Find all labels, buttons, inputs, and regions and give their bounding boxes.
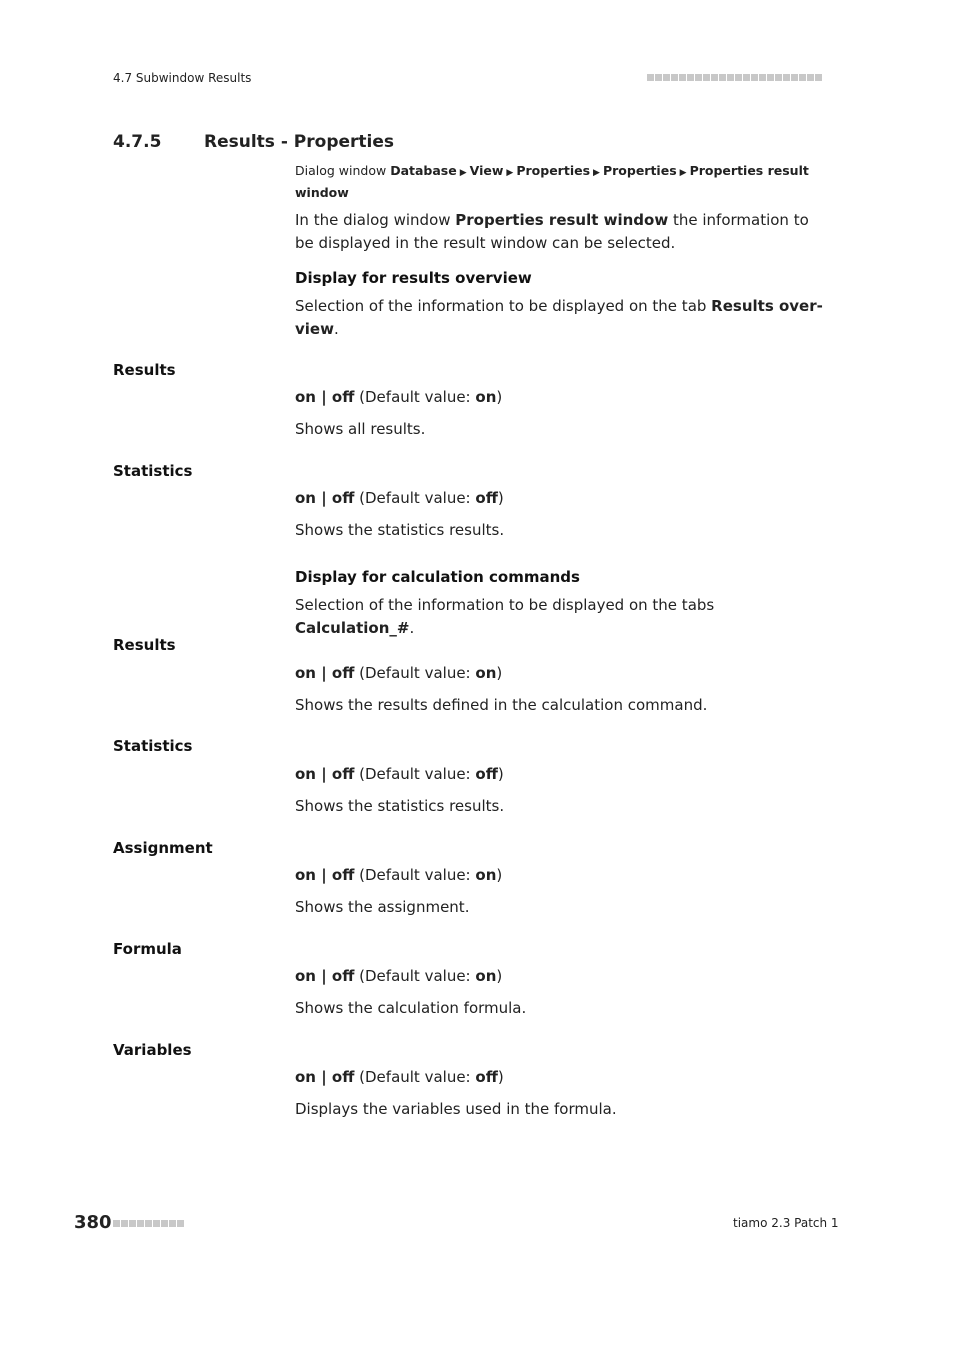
- value-on: on: [295, 765, 316, 783]
- param-values: [295, 765, 829, 783]
- param-description: Shows the assignment.: [295, 898, 470, 916]
- default-prefix: (Default value:: [354, 866, 476, 884]
- param-term: Variables: [113, 1041, 192, 1059]
- default-prefix: (Default value:: [354, 664, 476, 682]
- param-term: Statistics: [113, 462, 193, 480]
- default-prefix: (Default value:: [354, 967, 476, 985]
- section-number: 4.7.5: [113, 132, 162, 152]
- param-term: Assignment: [113, 839, 213, 857]
- default-value: on: [475, 967, 497, 985]
- calc-description: [295, 594, 829, 639]
- breadcrumb-arrow-icon: ▶: [679, 168, 687, 178]
- default-suffix: ): [496, 664, 503, 682]
- calc-desc-text: Selection of the information to be displayed on the tabs: [295, 596, 715, 614]
- value-off: off: [331, 489, 355, 507]
- param-term: Results: [113, 636, 176, 654]
- param-term: Formula: [113, 940, 182, 958]
- default-value: off: [475, 1068, 498, 1086]
- default-suffix: ): [496, 967, 503, 985]
- value-sep: |: [315, 664, 332, 682]
- param-term: Statistics: [113, 737, 193, 755]
- param-description: Shows the statistics results.: [295, 521, 505, 539]
- param-values: [295, 388, 829, 406]
- breadcrumb-item: Properties: [516, 163, 591, 178]
- intro-paragraph: [295, 209, 829, 254]
- breadcrumb: [295, 161, 829, 202]
- value-sep: |: [315, 866, 332, 884]
- value-on: on: [295, 664, 316, 682]
- calc-heading: Display for calculation commands: [295, 568, 580, 586]
- breadcrumb-arrow-icon: ▶: [459, 168, 467, 178]
- overview-description: [295, 295, 829, 340]
- value-off: off: [331, 388, 355, 406]
- calc-desc-bold: Calculation_#: [295, 618, 410, 637]
- overview-heading: Display for results overview: [295, 269, 532, 287]
- breadcrumb-item: Properties: [602, 163, 677, 178]
- default-value: on: [475, 866, 497, 884]
- param-term: Results: [113, 361, 176, 379]
- default-suffix: ): [496, 866, 503, 884]
- overview-desc-end: .: [333, 319, 339, 338]
- param-description: Shows the calculation formula.: [295, 999, 527, 1017]
- param-description: Shows the statistics results.: [295, 797, 505, 815]
- param-values: [295, 866, 829, 884]
- default-prefix: (Default value:: [354, 1068, 476, 1086]
- param-values: [295, 664, 829, 682]
- default-value: off: [475, 765, 498, 783]
- default-suffix: ): [497, 1068, 504, 1086]
- default-suffix: ): [497, 765, 504, 783]
- value-sep: |: [315, 967, 332, 985]
- param-description: Shows the results defined in the calculation command.: [295, 696, 708, 714]
- running-header-section: 4.7 Subwindow Results: [113, 71, 252, 85]
- value-on: on: [295, 388, 316, 406]
- param-values: [295, 967, 829, 985]
- intro-text: In the dialog window: [295, 211, 456, 229]
- value-off: off: [331, 664, 355, 682]
- default-value: off: [475, 489, 498, 507]
- default-value: on: [475, 388, 497, 406]
- default-suffix: ): [497, 489, 504, 507]
- overview-desc-bold: Results over-view: [295, 297, 823, 338]
- footer-decorative-dots: [113, 1220, 184, 1227]
- value-on: on: [295, 489, 316, 507]
- default-value: on: [475, 664, 497, 682]
- default-prefix: (Default value:: [354, 388, 476, 406]
- value-off: off: [331, 967, 355, 985]
- footer-product: tiamo 2.3 Patch 1: [733, 1216, 839, 1230]
- overview-desc-text: Selection of the information to be displayed on the tab: [295, 297, 712, 315]
- value-sep: |: [315, 388, 332, 406]
- value-off: off: [331, 1068, 355, 1086]
- default-prefix: (Default value:: [354, 489, 476, 507]
- default-suffix: ): [496, 388, 503, 406]
- breadcrumb-arrow-icon: ▶: [593, 168, 600, 178]
- value-off: off: [331, 765, 355, 783]
- breadcrumb-prefix: Dialog window: [295, 163, 387, 178]
- header-decorative-dots: [647, 74, 822, 81]
- param-values: [295, 1068, 829, 1086]
- breadcrumb-arrow-icon: ▶: [506, 168, 514, 178]
- intro-bold: Properties result window: [455, 211, 669, 229]
- param-values: [295, 489, 829, 507]
- breadcrumb-item: Database: [390, 163, 457, 178]
- calc-desc-end: .: [409, 618, 415, 637]
- value-on: on: [295, 1068, 316, 1086]
- page-number: 380: [74, 1212, 112, 1233]
- param-description: Shows all results.: [295, 420, 426, 438]
- value-on: on: [295, 967, 316, 985]
- value-sep: |: [315, 489, 332, 507]
- section-title: Results - Properties: [204, 132, 395, 152]
- breadcrumb-item: Properties result window: [295, 163, 809, 200]
- value-sep: |: [315, 1068, 332, 1086]
- value-off: off: [331, 866, 355, 884]
- value-on: on: [295, 866, 316, 884]
- breadcrumb-item: View: [469, 163, 504, 178]
- value-sep: |: [315, 765, 332, 783]
- default-prefix: (Default value:: [354, 765, 476, 783]
- param-description: Displays the variables used in the formula.: [295, 1100, 617, 1118]
- intro-text-end: the information to be displayed in the result window can be selected.: [295, 211, 809, 252]
